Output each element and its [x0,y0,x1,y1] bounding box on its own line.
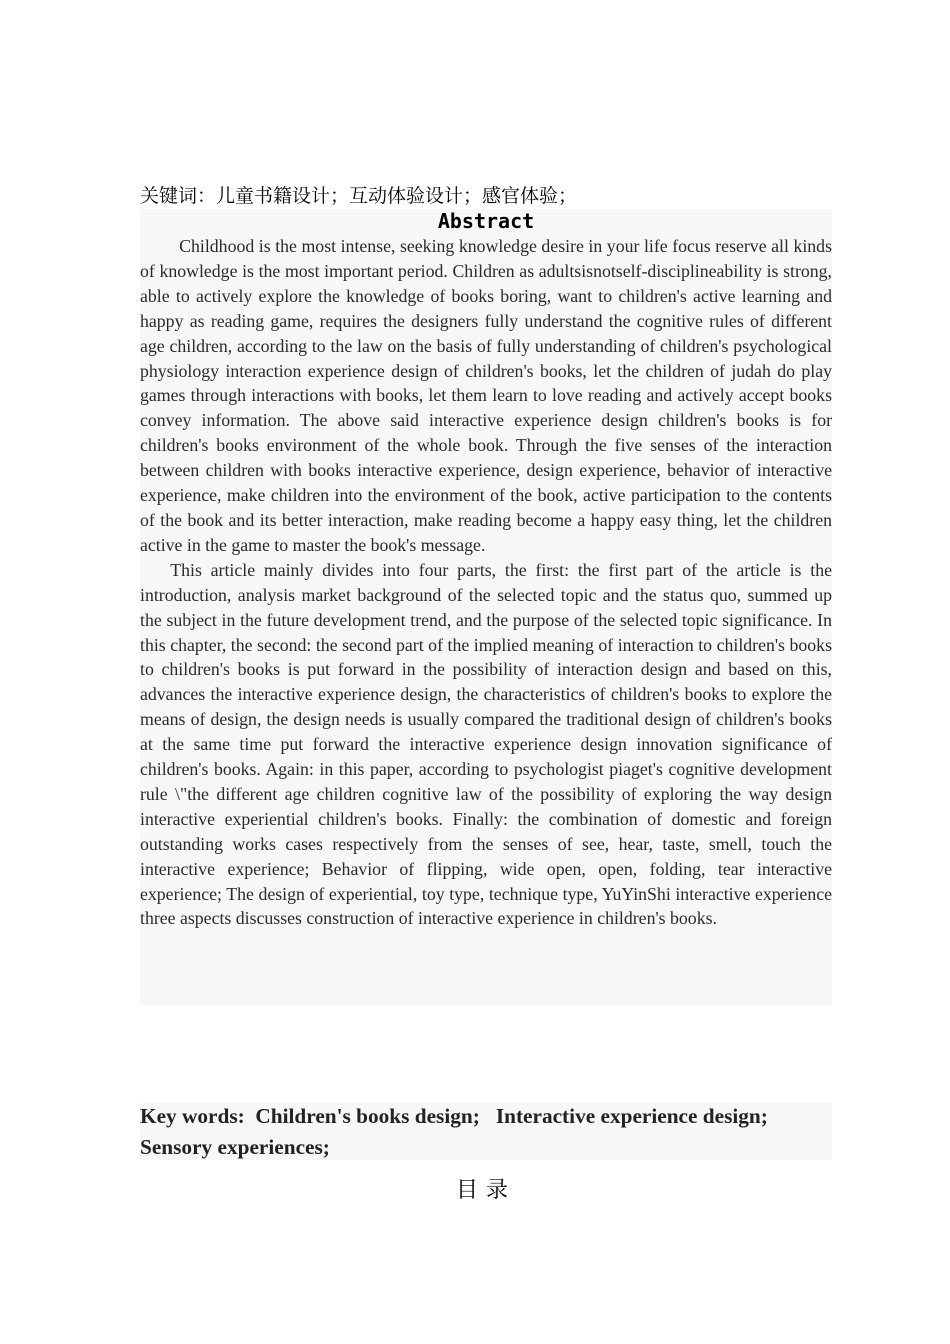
english-keywords [140,1101,832,1163]
abstract-heading: Abstract [437,209,535,233]
abstract-paragraph-1: Childhood is the most intense, seeking knowledge desire in your life focus reserve all kinds of knowledge is the most important period. Children as adultsisnotself-disciplineability is strong, able to actively explore the knowledge of books boring, want to children's active learning and happy as reading game, requires the designers fully understand the cognitive rules of different age children, according to the law on the basis of fully understanding of children's psychological physiology interaction experience design of children's books, let the children of judah do play games through interactions with books, let them learn to love reading and actively accept books convey information. The above said interactive experience design children's books is for children's books environment of the whole book. Through the five senses of the interaction between children with books interactive experience, design experience, behavior of interactive experience, make children into the environment of the book, active participation to the contents of the book and its better interaction, make reading become a happy easy thing, let the children active in the game to master the book's message. [140,236,832,555]
chinese-keywords [140,183,832,209]
table-of-contents-heading: 目录 [455,1178,516,1203]
document-page [140,0,832,1344]
chinese-keywords-items: 儿童书籍设计；互动体验设计；感官体验； [216,185,578,207]
abstract-paragraph-2: This article mainly divides into four parts, the first: the first part of the article is the introduction, analysis market background of the selected topic and the status quo, summed up the subject in the future development trend, and the purpose of the selected topic significance. In this chapter, the second: the second part of the implied meaning of interaction to children's books to children's books is put forward in the possibility of interaction design and based on this, advances the interactive experience design, the characteristics of children's books to explore the means of design, the design needs is usually compared the traditional design of children's books at the same time put forward the interactive experience design innovation significance of children's books. Again: in this paper, according to psychologist piaget's cognitive development rule \"the different age children cognitive law of the possibility of exploring the way design interactive experiential children's books. Finally: the combination of domestic and foreign outstanding works cases respectively from the senses of see, hear, taste, smell, touch the interactive experience; Behavior of flipping, wide open, open, folding, tear interactive experience; The design of experiential, toy type, technique type, YuYinShi interactive experience three aspects discusses construction of interactive experience in children's books. [140,559,832,929]
chinese-keywords-label: 关键词： [140,185,217,207]
english-keywords-label: Key words: [140,1104,245,1128]
english-keyword-3: Sensory experiences; [140,1135,330,1159]
english-keyword-2: Interactive experience design; [495,1104,768,1128]
english-keyword-1: Children's books design; [255,1104,480,1128]
abstract-body [140,234,832,931]
